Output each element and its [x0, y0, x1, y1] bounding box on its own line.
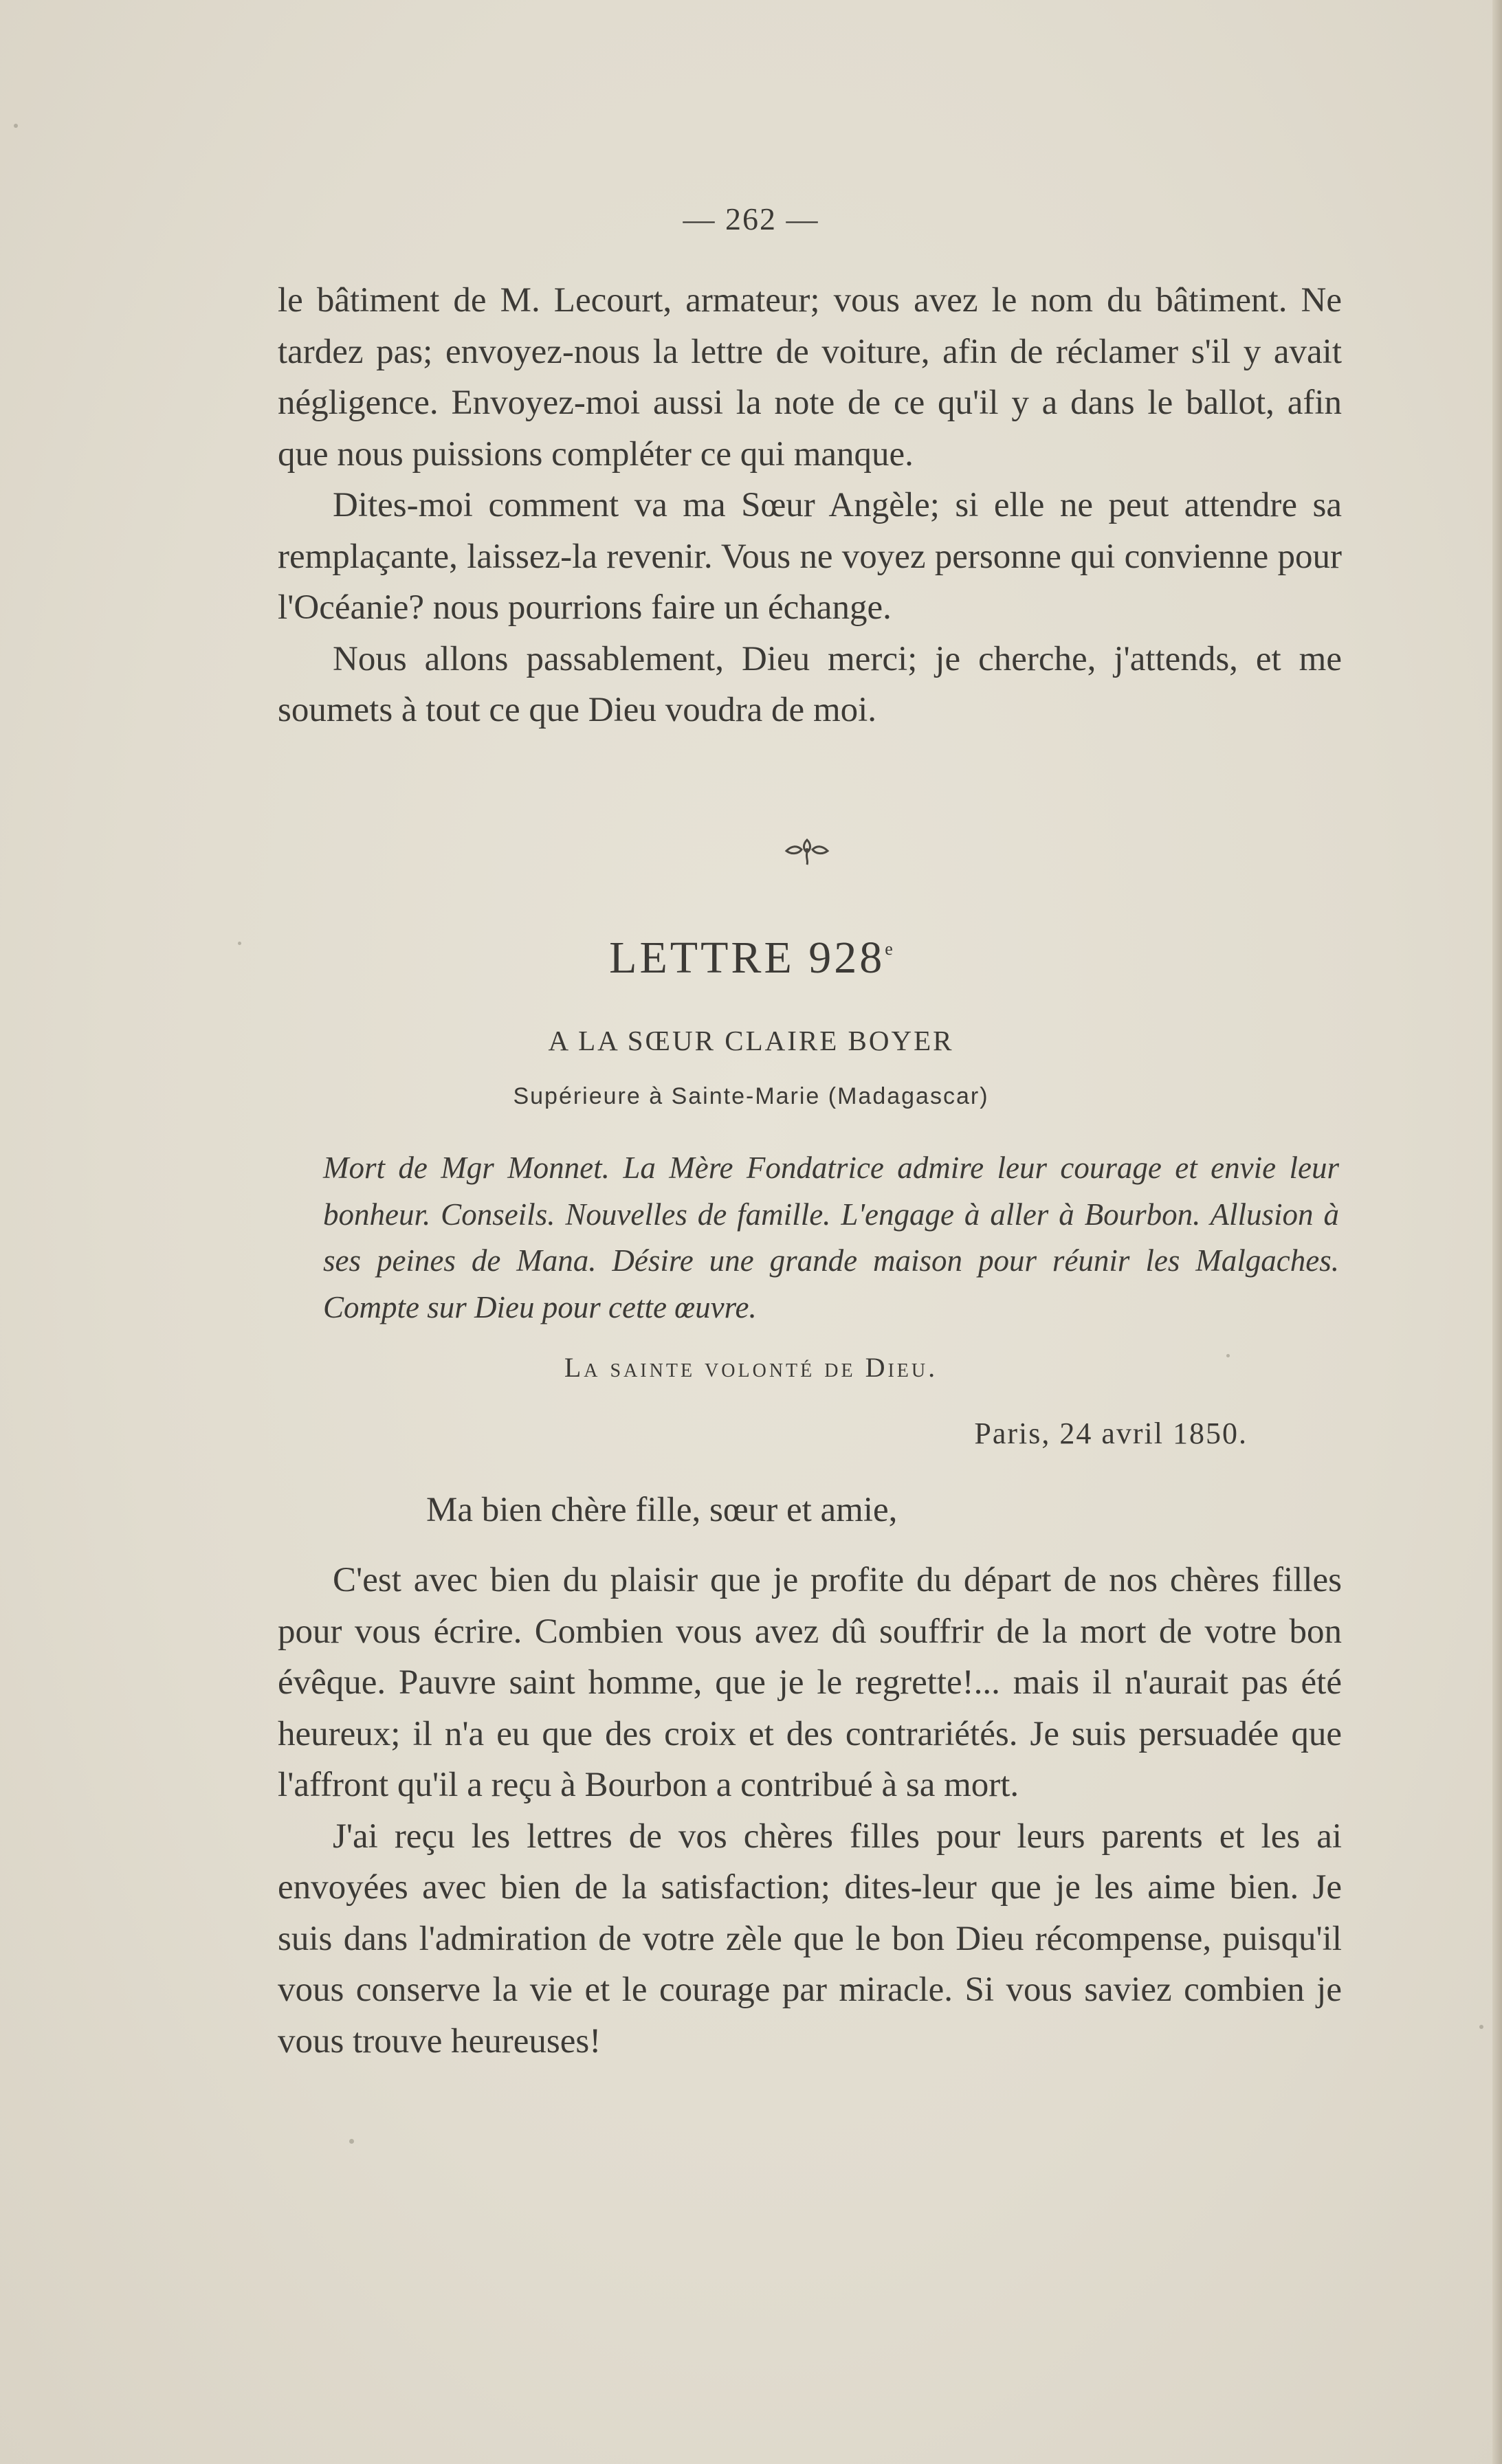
fleuron-ornament-icon [782, 829, 832, 870]
continuation-text [278, 275, 1342, 736]
letter-title-suffix: e [885, 939, 893, 959]
paper-speck [1479, 2025, 1483, 2029]
continuation-paragraph-2: Dites-moi comment va ma Sœur Angèle; si elle ne peut attendre sa remplaçante, laissez-la revenir. Vous ne voyez personne qui convienne pour l'Océanie? nous pourrions faire un échange. [278, 486, 1342, 627]
letter-body-paragraph-2: J'ai reçu les lettres de vos chères filles pour leurs parents et les ai envoyées avec bien de la satisfaction; dites-leur que je les aime bien. Je suis dans l'admiration de votre zèle que le bon Dieu récompense, puisqu'il vous conserve la vie et le courage par miracle. Si vous saviez combien je vous trouve heureuses! [278, 1817, 1342, 2061]
letter-summary: Mort de Mgr Monnet. La Mère Fondatrice admire leur courage et envie leur bonheur. Conseils. Nouvelles de famille. L'engage à aller à Bourbon. Allusion à ses peines de Mana. Désire une grande maison pour réunir les Malgaches. Compte sur Dieu pour cette œuvre. [323, 1151, 1339, 1324]
letter-body [278, 1555, 1342, 2067]
page-number: — 262 — [683, 201, 819, 236]
letter-title [0, 932, 1502, 984]
letter-addressee: A LA SŒUR CLAIRE BOYER [548, 1025, 954, 1056]
page-edge-shadow [1492, 0, 1502, 2464]
letter-motto: La sainte volonté de Dieu. [564, 1352, 938, 1383]
paper-speck [1226, 1354, 1230, 1357]
paper-speck [238, 942, 241, 945]
letter-body-paragraph-1: C'est avec bien du plaisir que je profite du départ de nos chères filles pour vous écrire. Combien vous avez dû souffrir de la mort de votre bon évêque. Pauvre saint homme, que je le regrette!... mais il n'aurait pas été heureux; il n'a eu que des croix et des contrariétés. Je suis persuadée que l'affront qu'il a reçu à Bourbon a contribué à sa mort. [278, 1561, 1342, 1804]
paper-speck [349, 2139, 354, 2144]
letter-title-text: LETTRE 928 [609, 933, 885, 983]
letter-salutation: Ma bien chère fille, sœur et amie, [426, 1491, 898, 1529]
paper-speck [14, 124, 18, 128]
letter-subtitle: Supérieure à Sainte-Marie (Madagascar) [513, 1083, 989, 1109]
continuation-paragraph-1: le bâtiment de M. Lecourt, armateur; vous avez le nom du bâtiment. Ne tardez pas; envoyez-nous la lettre de voiture, afin de réclamer s'il y avait négligence. Envoyez-moi aussi la note de ce qu'il y a dans le ballot, afin que nous puissions compléter ce qui manque. [278, 281, 1342, 474]
continuation-paragraph-3: Nous allons passablement, Dieu merci; je cherche, j'attends, et me soumets à tout ce que Dieu voudra de moi. [278, 639, 1342, 729]
letter-dateline: Paris, 24 avril 1850. [974, 1417, 1248, 1450]
